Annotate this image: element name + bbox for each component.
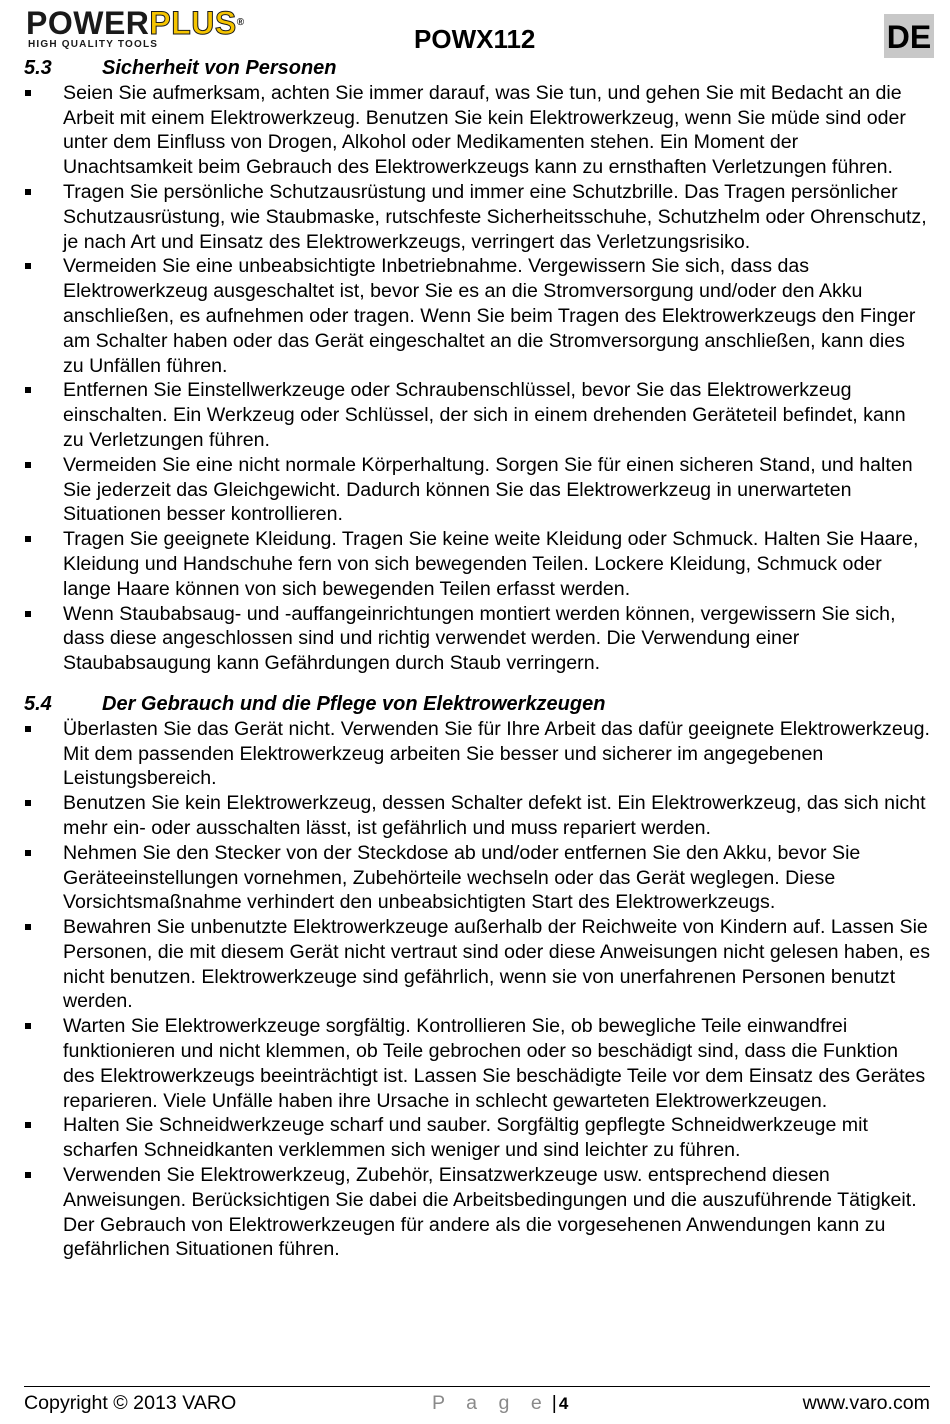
logo-power-text: POWER — [26, 5, 150, 41]
bullet-icon — [25, 611, 31, 617]
list-item — [24, 1113, 930, 1163]
section-heading-5-3 — [24, 56, 930, 81]
list-item-text: Nehmen Sie den Stecker von der Steckdose ab und/oder entfernen Sie den Akku, bevor Sie Geräteeinstellungen vornehmen, Zubehörteile wechseln oder das Gerät weglegen. Diese Vorsichtsmaßnahme verhindert den unbeabsichtigten Start des Elektrowerkzeugs. — [63, 841, 861, 914]
bullet-icon — [25, 1172, 31, 1178]
list-item-text: Verwenden Sie Elektrowerkzeug, Zubehör, Einsatzwerkzeuge usw. entsprechend diesen Anweisungen. Berücksichtigen Sie dabei die Arbeitsbedingungen und die auszuführende Tätigkeit. Der Gebrauch von Elektrowerkzeugen für andere als die vorgesehenen Anwendungen kann zu gefährlichen Situationen führen. — [63, 1164, 917, 1261]
bullet-icon — [25, 387, 31, 393]
logo-wordmark — [26, 6, 245, 40]
list-item — [24, 180, 930, 254]
list-item — [24, 915, 930, 1014]
registered-mark: ® — [236, 17, 245, 28]
list-item — [24, 841, 930, 915]
logo-plus-text: PLUS — [149, 5, 237, 41]
page-separator: | — [551, 1392, 557, 1414]
list-item-text: Benutzen Sie kein Elektrowerkzeug, dessen Schalter defekt ist. Ein Elektrowerkzeug, das sich nicht mehr ein- oder ausschalten lässt, ist gefährlich und muss repariert werden. — [63, 792, 926, 839]
list-item-text: Seien Sie aufmerksam, achten Sie immer darauf, was Sie tun, und gehen Sie mit Bedacht an die Arbeit mit einem Elektrowerkzeug. Benutzen Sie kein Elektrowerkzeug, wenn Sie müde sind oder unter dem Einfluss von Drogen, Alkohol oder Medikamenten stehen. Ein Moment der Unachtsamkeit beim Gebrauch des Elektrowerkzeugs kann zu ernsthaften Verletzungen führen. — [63, 81, 906, 179]
page-number: 4 — [558, 1394, 569, 1413]
bullet-icon — [25, 189, 31, 195]
list-item-text: Vermeiden Sie eine nicht normale Körperhaltung. Sorgen Sie für einen sicheren Stand, und halten Sie jederzeit das Gleichgewicht. Dadurch können Sie das Elektrowerkzeug in unerwarteten Situationen besser kontrollieren. — [63, 453, 913, 526]
list-item-text: Tragen Sie geeignete Kleidung. Tragen Sie keine weite Kleidung oder Schmuck. Halten Sie Haare, Kleidung und Handschuhe fern von sich bewegenden Teilen. Lockere Kleidung, Schmuck oder lange Haare können von sich bewegenden Teilen erfasst werden. — [63, 528, 919, 600]
section-title: Der Gebrauch und die Pflege von Elektrowerkzeugen — [102, 692, 606, 715]
bullet-icon — [25, 850, 31, 856]
section-heading-5-4 — [24, 692, 930, 717]
list-item — [24, 378, 930, 452]
list-item-text: Wenn Staubabsaug- und -auffangeinrichtungen montiert werden können, vergewissern Sie sich, dass diese angeschlossen sind und richtig verwendet werden. Die Verwendung einer Staubabsaugung kann Gefährdungen durch Staub verringern. — [63, 602, 896, 675]
list-item — [24, 254, 930, 378]
bullet-icon — [25, 536, 31, 542]
list-item-text: Tragen Sie persönliche Schutzausrüstung und immer eine Schutzbrille. Das Tragen persönlicher Schutzausrüstung, wie Staubmaske, rutschfeste Sicherheitsschuhe, Schutzhelm oder Ohrenschutz, je nach Art und Einsatz des Elektrowerkzeugs, verringert das Verletzungsrisiko. — [63, 180, 927, 253]
list-item-text: Bewahren Sie unbenutzte Elektrowerkzeuge außerhalb der Reichweite von Kindern auf. Lassen Sie Personen, die mit diesem Gerät nicht vertraut sind oder diese Anweisungen nicht gelesen haben, es nicht benutzen. Elektrowerkzeuge sind gefährlich, wenn sie von unerfahrenen Personen benutzt werden. — [63, 916, 930, 1013]
page-label: P a g e — [432, 1392, 550, 1414]
section-number: 5.3 — [24, 57, 52, 79]
section-title: Sicherheit von Personen — [102, 57, 337, 79]
logo-tagline: HIGH QUALITY TOOLS — [28, 39, 159, 50]
list-item — [24, 527, 930, 601]
bullet-icon — [25, 726, 31, 732]
footer-page-indicator — [432, 1391, 568, 1416]
bullet-icon — [25, 1122, 31, 1128]
powerplus-logo — [26, 6, 296, 50]
bullet-icon — [25, 1023, 31, 1029]
list-item — [24, 717, 930, 791]
footer-copyright: Copyright © 2013 VARO — [24, 1392, 237, 1414]
list-item — [24, 81, 930, 180]
list-item-text: Entfernen Sie Einstellwerkzeuge oder Schraubenschlüssel, bevor Sie das Elektrowerkzeug einschalten. Ein Werkzeug oder Schlüssel, der sich in einem drehenden Geräteteil befindet, kann zu Verletzungen führen. — [63, 379, 906, 451]
list-item-text: Warten Sie Elektrowerkzeuge sorgfältig. Kontrollieren Sie, ob bewegliche Teile einwandfrei funktionieren und nicht klemmen, ob Teile gebrochen oder so beschädigt sind, dass die Funktion des Elektrowerkzeugs beeinträchtigt ist. Lassen Sie beschädigte Teile vor dem Einsatz des Gerätes reparieren. Viele Unfälle haben ihre Ursache in schlecht gewarteten Elektrowerkzeugen. — [63, 1015, 926, 1112]
footer-website-link[interactable]: www.varo.com — [802, 1392, 930, 1414]
list-item — [24, 791, 930, 841]
bullet-list-5-3 — [24, 81, 930, 676]
bullet-icon — [25, 263, 31, 269]
list-item-text: Überlasten Sie das Gerät nicht. Verwenden Sie für Ihre Arbeit das dafür geeignete Elektrowerkzeug. Mit dem passenden Elektrowerkzeug arbeiten Sie besser und sicherer im angegebenen Leistungsbereich. — [63, 717, 930, 790]
bullet-icon — [25, 924, 31, 930]
bullet-icon — [25, 462, 31, 468]
list-item — [24, 602, 930, 676]
document-body — [24, 56, 930, 1262]
list-item-text: Halten Sie Schneidwerkzeuge scharf und sauber. Sorgfältig gepflegte Schneidwerkzeuge mit scharfen Schneidkanten verklemmen sich weniger und sind leichter zu führen. — [63, 1114, 868, 1162]
model-number: POWX112 — [414, 24, 536, 54]
list-item-text: Vermeiden Sie eine unbeabsichtigte Inbetriebnahme. Vergewissern Sie sich, dass das Elektrowerkzeug ausgeschaltet ist, bevor Sie es an die Stromversorgung und/oder den Akku anschließen, es aufnehmen oder tragen. Wenn Sie beim Tragen des Elektrowerkzeugs den Finger am Schalter haben oder das Gerät eingeschaltet an die Stromversorgung anschließen, kann dies zu Unfällen führen. — [63, 255, 916, 377]
bullet-icon — [25, 800, 31, 806]
section-number: 5.4 — [24, 692, 52, 715]
language-badge: DE — [884, 14, 934, 58]
footer-divider — [24, 1386, 930, 1387]
list-item — [24, 1014, 930, 1113]
bullet-list-5-4 — [24, 717, 930, 1263]
list-item — [24, 453, 930, 527]
list-item — [24, 1163, 930, 1262]
bullet-icon — [25, 90, 31, 96]
section-spacer — [24, 676, 930, 692]
